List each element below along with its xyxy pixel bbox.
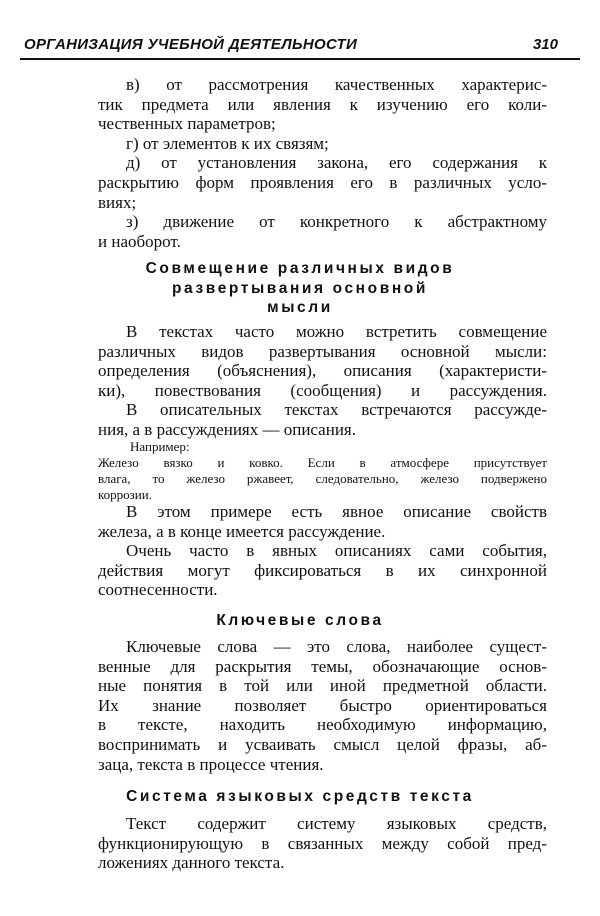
paragraph-line: в тексте, находить необходимую информацию, (98, 715, 547, 735)
paragraph-line: воспринимать и усваивать смысл целой фразы, аб- (98, 734, 547, 754)
paragraph-line: заца, текста в процессе чтения. (98, 754, 324, 774)
section-heading-combination (0, 259, 600, 318)
paragraph-line: ния, а в рассуждениях — описания. (98, 419, 356, 439)
section3-paragraph (98, 814, 547, 873)
paragraph-line: ки), повествования (сообщения) и рассуждения. (98, 380, 547, 400)
paragraph-line: Текст содержит систему языковых средств, (126, 814, 547, 833)
paragraph-line: определения (объяснения), описания (характеристи- (98, 361, 547, 381)
section-heading-keywords: Ключевые слова (216, 612, 384, 629)
example-line: Железо вязко и ковко. Если в атмосфере присутствует (98, 455, 547, 470)
paragraph-line: В текстах часто можно встретить совмещение (126, 322, 547, 341)
list-item-d-line: раскрытию форм проявления его в различных усло- (98, 172, 547, 192)
example-line: влага, то железо ржавеет, следовательно, железо подвержено (98, 471, 547, 486)
paragraph-line: ные понятия в той или иной предметной области. (98, 676, 547, 696)
paragraph-line: железа, а в конце имеется рассуждение. (98, 521, 386, 541)
list-item-v-line: тик предмета или явления к изучению его коли- (98, 94, 547, 114)
section2-paragraph (98, 637, 547, 774)
list-item-z-line: з) движение от конкретного к абстрактному (126, 212, 547, 232)
paragraph-line: В описательных текстах встречаются рассужде- (126, 400, 547, 420)
heading-line: развертывания основной (171, 279, 428, 297)
list-item-v-line: чественных параметров; (98, 114, 276, 134)
paragraph-line: В этом примере есть явное описание свойств (126, 502, 547, 521)
paragraph-line: Ключевые слова — это слова, наиболее сущест- (126, 637, 547, 656)
paragraph-line: ложениях данного текста. (98, 853, 285, 873)
example-label: Например: (130, 439, 190, 454)
paragraph-line: функционирующую в связанных между собой пред- (98, 833, 547, 853)
list-item-d-line: виях; (98, 192, 137, 212)
running-head (20, 32, 580, 60)
heading-line: мысли (267, 299, 333, 316)
page-number: 310 (532, 36, 558, 53)
section1-paragraphs (98, 322, 547, 440)
list-item-v-line: в) от рассмотрения качественных характерис- (126, 75, 547, 94)
list-item-d-line: д) от установления закона, его содержания к (126, 153, 547, 173)
paragraph-line: Очень часто в явных описаниях сами события, (126, 541, 547, 561)
section-heading-language-system: Система языковых средств текста (126, 788, 474, 805)
heading-line: Совмещение различных видов (145, 260, 455, 277)
paragraph-line: Их знание позволяет быстро ориентироваться (98, 695, 547, 715)
paragraph-line: венные для раскрытия темы, обозначающие основ- (98, 656, 547, 676)
list-item-z-line: и наоборот. (98, 231, 181, 251)
running-head-title: ОРГАНИЗАЦИЯ УЧЕБНОЙ ДЕЯТЕЛЬНОСТИ (24, 36, 358, 53)
example-line: коррозии. (98, 487, 152, 502)
example-text (98, 455, 547, 503)
paragraph-line: различных видов развертывания основной мысли: (98, 341, 547, 361)
list-block (98, 75, 547, 251)
paragraph-line: соотнесенности. (98, 580, 218, 600)
paragraph-line: действия могут фиксироваться в их синхронной (98, 560, 547, 580)
list-item-g-line: г) от элементов к их связям; (126, 133, 329, 153)
section1-after-example (98, 502, 547, 600)
